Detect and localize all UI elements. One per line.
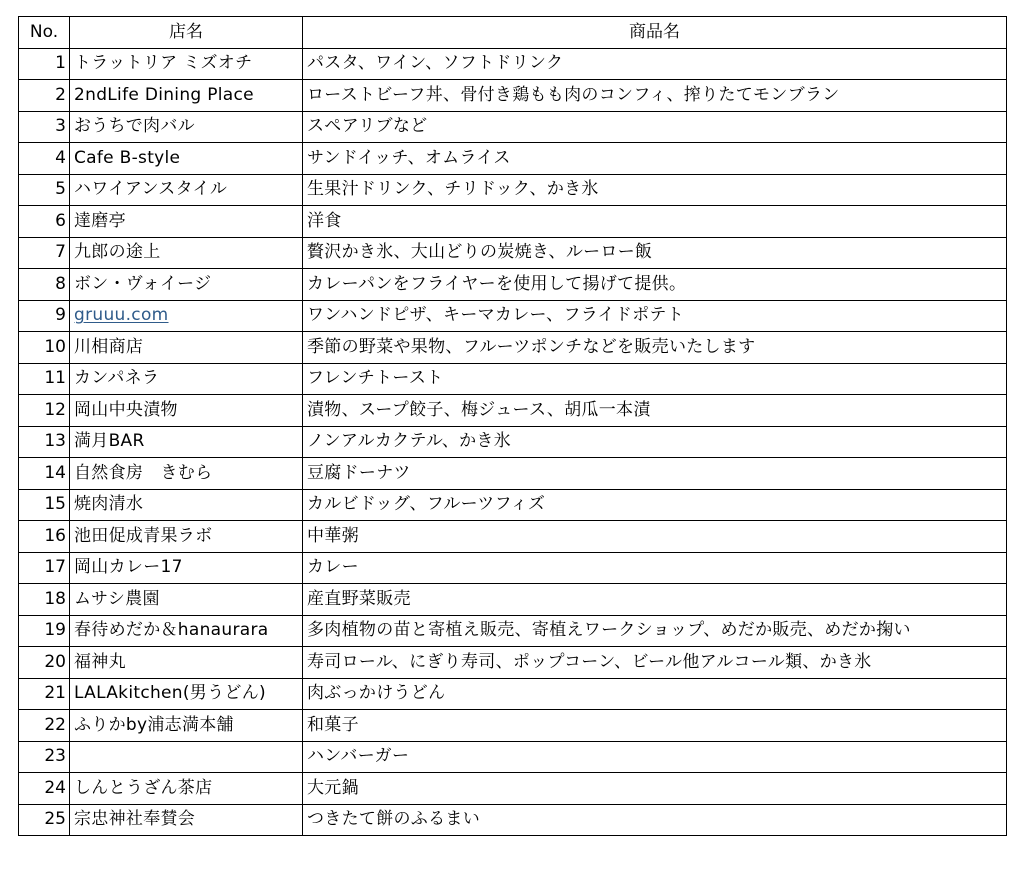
item-names: 洋食 [303, 206, 1007, 238]
table-row [19, 269, 1007, 301]
item-names: カレー [303, 552, 1007, 584]
item-names: 中華粥 [303, 521, 1007, 553]
shop-name: 岡山カレー17 [70, 552, 303, 584]
table-row [19, 237, 1007, 269]
row-number: 15 [19, 489, 70, 521]
header-no: No. [19, 17, 70, 49]
item-names: ローストビーフ丼、骨付き鶏もも肉のコンフィ、搾りたてモンブラン [303, 80, 1007, 112]
table-body [19, 48, 1007, 836]
shop-name: 九郎の途上 [70, 237, 303, 269]
item-names: ワンハンドピザ、キーマカレー、フライドポテト [303, 300, 1007, 332]
shop-name: おうちで肉バル [70, 111, 303, 143]
row-number: 18 [19, 584, 70, 616]
row-number: 23 [19, 741, 70, 773]
shop-name: ふりかby浦志満本舗 [70, 710, 303, 742]
shop-name: ハワイアンスタイル [70, 174, 303, 206]
row-number: 12 [19, 395, 70, 427]
row-number: 13 [19, 426, 70, 458]
item-names: カルビドッグ、フルーツフィズ [303, 489, 1007, 521]
table-row [19, 678, 1007, 710]
row-number: 17 [19, 552, 70, 584]
table-row [19, 710, 1007, 742]
row-number: 14 [19, 458, 70, 490]
table-row [19, 111, 1007, 143]
shop-name: カンパネラ [70, 363, 303, 395]
table-row [19, 395, 1007, 427]
item-names: 産直野菜販売 [303, 584, 1007, 616]
shop-name-cell [70, 300, 303, 332]
vendor-table [18, 16, 1007, 836]
row-number: 16 [19, 521, 70, 553]
shop-name: Cafe B-style [70, 143, 303, 175]
row-number: 7 [19, 237, 70, 269]
item-names: 生果汁ドリンク、チリドック、かき氷 [303, 174, 1007, 206]
item-names: 贅沢かき氷、大山どりの炭焼き、ルーロー飯 [303, 237, 1007, 269]
table-row [19, 741, 1007, 773]
shop-name: 池田促成青果ラボ [70, 521, 303, 553]
row-number: 5 [19, 174, 70, 206]
item-names: 肉ぶっかけうどん [303, 678, 1007, 710]
row-number: 22 [19, 710, 70, 742]
row-number: 2 [19, 80, 70, 112]
item-names: 大元鍋 [303, 773, 1007, 805]
shop-name: しんとうざん茶店 [70, 773, 303, 805]
row-number: 24 [19, 773, 70, 805]
shop-name: ボン・ヴォイージ [70, 269, 303, 301]
header-shop-name: 店名 [70, 17, 303, 49]
row-number: 19 [19, 615, 70, 647]
table-row [19, 426, 1007, 458]
row-number: 11 [19, 363, 70, 395]
shop-name: 焼肉清水 [70, 489, 303, 521]
item-names: 和菓子 [303, 710, 1007, 742]
table-row [19, 458, 1007, 490]
item-names: 季節の野菜や果物、フルーツポンチなどを販売いたします [303, 332, 1007, 364]
table-row [19, 363, 1007, 395]
shop-website-link[interactable]: gruuu.com [74, 305, 169, 326]
table-row [19, 584, 1007, 616]
table-row [19, 206, 1007, 238]
item-names: パスタ、ワイン、ソフトドリンク [303, 48, 1007, 80]
item-names: フレンチトースト [303, 363, 1007, 395]
row-number: 4 [19, 143, 70, 175]
row-number: 1 [19, 48, 70, 80]
shop-name: 春待めだか＆hanaurara [70, 615, 303, 647]
shop-name: トラットリア ミズオチ [70, 48, 303, 80]
shop-name [70, 741, 303, 773]
shop-name: 2ndLife Dining Place [70, 80, 303, 112]
item-names: ノンアルカクテル、かき氷 [303, 426, 1007, 458]
row-number: 21 [19, 678, 70, 710]
row-number: 20 [19, 647, 70, 679]
row-number: 9 [19, 300, 70, 332]
table-row [19, 521, 1007, 553]
table-row [19, 300, 1007, 332]
item-names: 漬物、スープ餃子、梅ジュース、胡瓜一本漬 [303, 395, 1007, 427]
row-number: 25 [19, 804, 70, 836]
table-row [19, 773, 1007, 805]
shop-name: 福神丸 [70, 647, 303, 679]
item-names: スペアリブなど [303, 111, 1007, 143]
row-number: 3 [19, 111, 70, 143]
shop-name: 川相商店 [70, 332, 303, 364]
item-names: カレーパンをフライヤーを使用して揚げて提供。 [303, 269, 1007, 301]
item-names: サンドイッチ、オムライス [303, 143, 1007, 175]
shop-name: 宗忠神社奉賛会 [70, 804, 303, 836]
shop-name: LALAkitchen(男うどん) [70, 678, 303, 710]
item-names: 多肉植物の苗と寄植え販売、寄植えワークショップ、めだか販売、めだか掬い [303, 615, 1007, 647]
table-row [19, 174, 1007, 206]
table-row [19, 80, 1007, 112]
shop-name: 達磨亭 [70, 206, 303, 238]
item-names: ハンバーガー [303, 741, 1007, 773]
shop-name: 自然食房 きむら [70, 458, 303, 490]
table-row [19, 647, 1007, 679]
table-row [19, 615, 1007, 647]
table-row [19, 489, 1007, 521]
table-row [19, 332, 1007, 364]
item-names: 寿司ロール、にぎり寿司、ポップコーン、ビール他アルコール類、かき氷 [303, 647, 1007, 679]
table-row [19, 804, 1007, 836]
table-row [19, 552, 1007, 584]
row-number: 6 [19, 206, 70, 238]
item-names: つきたて餅のふるまい [303, 804, 1007, 836]
table-row [19, 143, 1007, 175]
header-item-name: 商品名 [303, 17, 1007, 49]
row-number: 10 [19, 332, 70, 364]
shop-name: 岡山中央漬物 [70, 395, 303, 427]
shop-name: ムサシ農園 [70, 584, 303, 616]
table-row [19, 48, 1007, 80]
shop-name: 満月BAR [70, 426, 303, 458]
row-number: 8 [19, 269, 70, 301]
header-row [19, 17, 1007, 49]
item-names: 豆腐ドーナツ [303, 458, 1007, 490]
